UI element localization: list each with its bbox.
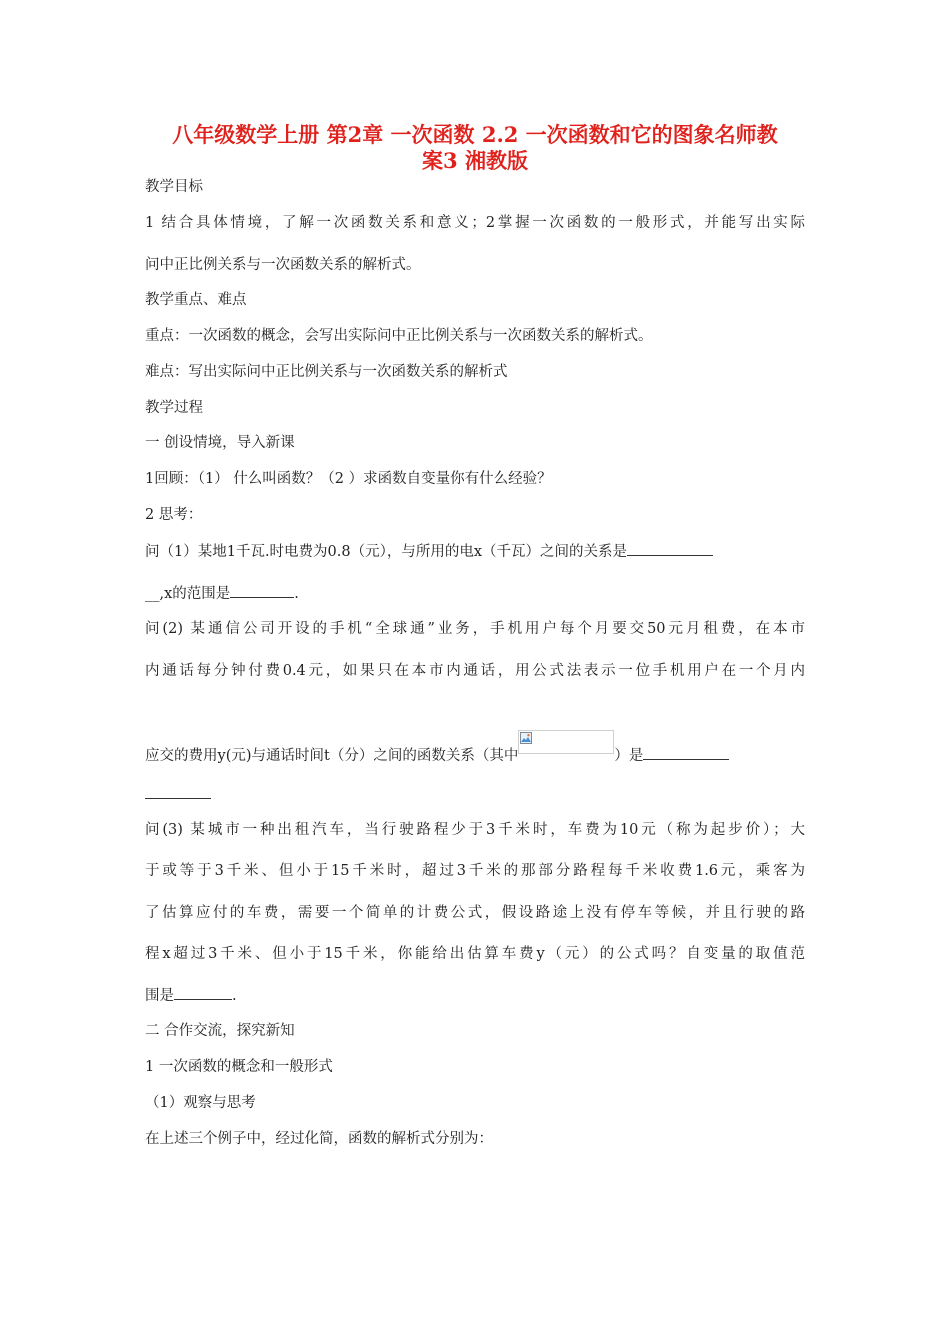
- answer-blank: [230, 583, 294, 598]
- review-question: 1回顾：（1） 什么叫函数？（2 ）求函数自变量你有什么经验？: [145, 471, 552, 487]
- question-2-line-3: [145, 730, 729, 766]
- document-title: [130, 122, 820, 174]
- image-placeholder: [518, 730, 614, 754]
- question-2-line-4: [145, 784, 211, 805]
- concept-heading: 1 一次函数的概念和一般形式: [145, 1059, 333, 1075]
- question-3-line-5: [145, 985, 237, 1006]
- question-1-prefix: __,: [145, 586, 165, 602]
- question-1-text: 问（1）某地1千瓦.时电费为0.8（元），与所用的电x（千瓦）之间的关系是: [145, 544, 628, 560]
- objective-line-2: 问中正比例关系与一次函数关系的解析式。: [145, 257, 421, 273]
- title-line-1: 八年级数学上册 第2章 一次函数 2.2 一次函数和它的图象名师教: [172, 122, 778, 147]
- summary-text: 在上述三个例子中，经过化简，函数的解析式分别为：: [145, 1131, 493, 1147]
- answer-blank: [627, 541, 713, 556]
- question-3-line-2: 于或等于3千米、但小于15千米时，超过3千米的那部分路程每千米收费1.6元，乘客为: [145, 863, 805, 879]
- section-1-heading: 一 创设情境，导入新课: [145, 435, 295, 451]
- answer-blank: [174, 985, 232, 1000]
- question-3-range-text: 围是: [145, 988, 174, 1004]
- objective-heading: 教学目标: [145, 179, 203, 195]
- question-1-line-2: [145, 583, 299, 604]
- question-3-line-4: 程x超过3千米、但小于15千米，你能给出估算车费y（元）的公式吗？自变量的取值范: [145, 946, 805, 962]
- difficult-point: 难点：写出实际问中正比例关系与一次函数关系的解析式: [145, 364, 508, 380]
- broken-image-icon: [520, 732, 532, 744]
- question-2-line-1: 问(2) 某通信公司开设的手机“全球通”业务，手机用户每个月要交50元月租费，在本市: [145, 621, 805, 637]
- answer-blank: [643, 745, 729, 760]
- key-heading: 教学重点、难点: [145, 292, 247, 308]
- question-1-end: .: [294, 586, 299, 602]
- question-1-range-text: x的范围是: [164, 586, 231, 602]
- key-point: 重点：一次函数的概念，会写出实际问中正比例关系与一次函数关系的解析式。: [145, 328, 653, 344]
- objective-line-1: 1 结合具体情境，了解一次函数关系和意义；2掌握一次函数的一般形式，并能写出实际: [145, 215, 805, 231]
- question-2-text: 应交的费用y(元)与通话时间t（分）之间的函数关系（其中: [145, 748, 519, 764]
- question-3-line-1: 问(3) 某城市一种出租汽车，当行驶路程少于3千米时，车费为10元（称为起步价）；大: [145, 822, 805, 838]
- think-heading: 2 思考：: [145, 507, 203, 523]
- question-1-line-1: [145, 541, 713, 562]
- question-3-end: .: [232, 988, 237, 1004]
- title-line-2: 案3 湘教版: [422, 148, 528, 173]
- answer-blank: [145, 784, 211, 799]
- section-2-heading: 二 合作交流，探究新知: [145, 1023, 295, 1039]
- process-heading: 教学过程: [145, 400, 203, 416]
- question-2-suffix: ）是: [614, 748, 644, 764]
- question-2-line-2: 内通话每分钟付费0.4元，如果只在本市内通话，用公式法表示一位手机用户在一个月内: [145, 663, 805, 679]
- observe-heading: （1）观察与思考: [145, 1095, 256, 1111]
- question-3-line-3: 了估算应付的车费，需要一个简单的计费公式，假设路途上没有停车等候，并且行驶的路: [145, 905, 805, 921]
